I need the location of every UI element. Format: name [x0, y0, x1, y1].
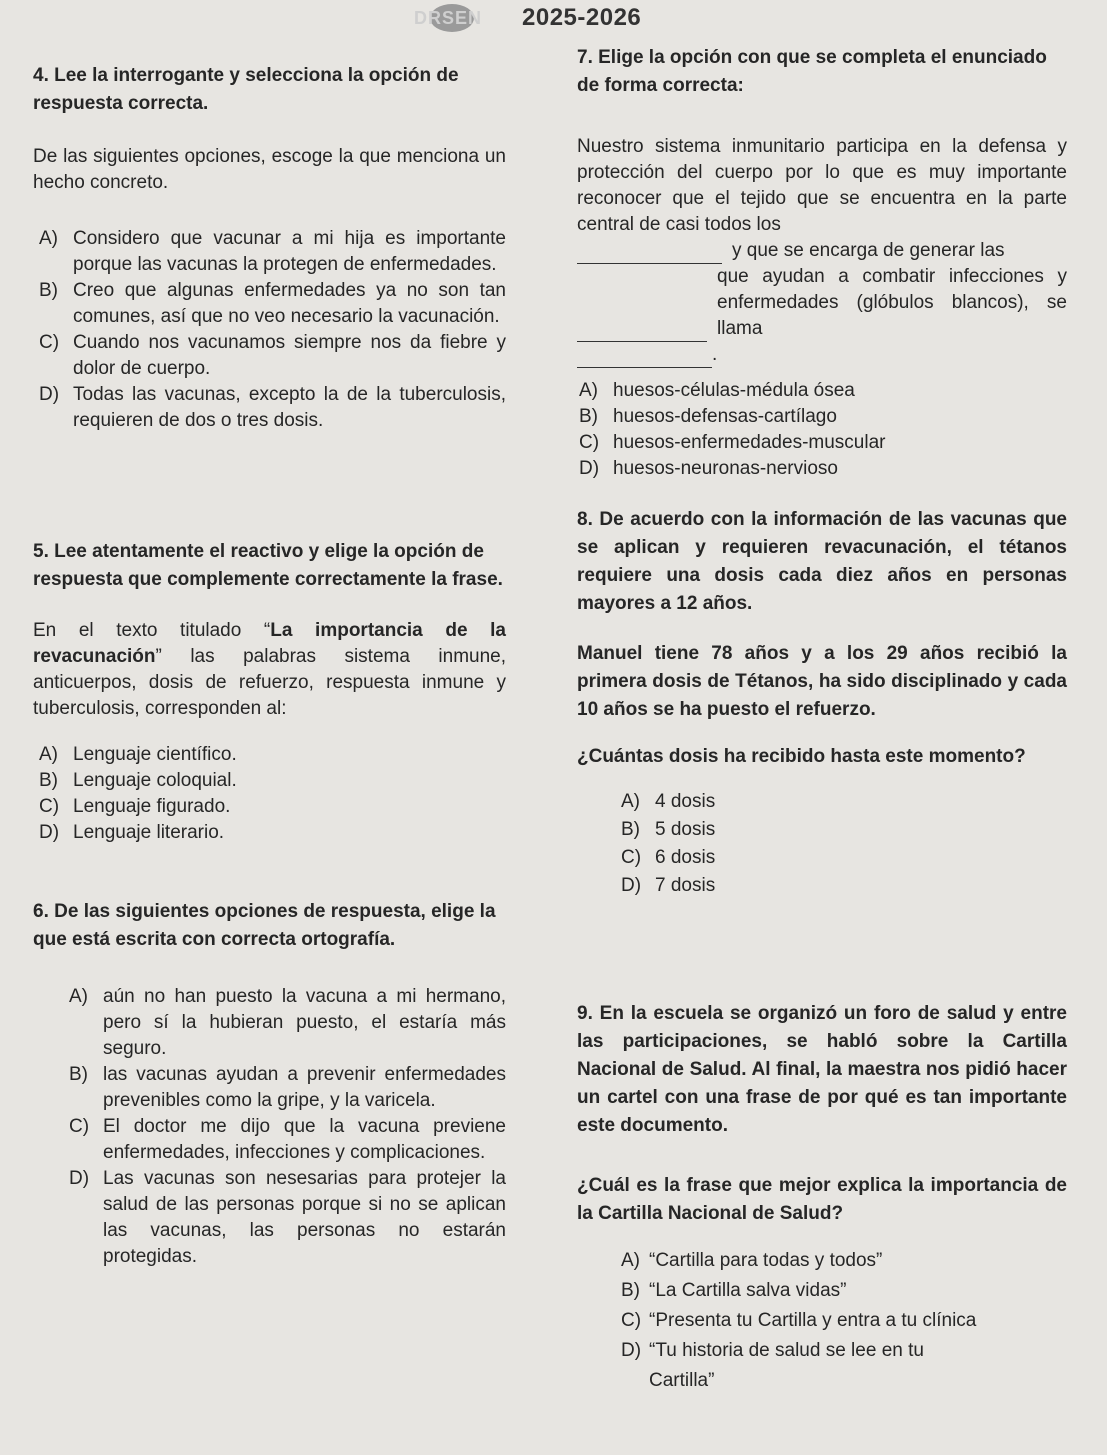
question-9-title: 9. En la escuela se organizó un foro de salud y entre las participaciones, se habló sobre la Cartilla Nacional de Salud. Al final, la maestra nos pidió hacer un cartel con una frase de por qué es tan importante este documento.: [577, 1003, 1067, 1136]
question-4-option-a[interactable]: A) Considero que vacunar a mi hija es importante porque las vacunas la protegen de enfermedades.: [39, 228, 506, 275]
question-4-title: 4. Lee la interrogante y selecciona la opción de respuesta correcta.: [33, 65, 459, 114]
question-7-text: Nuestro sistema inmunitario participa en la defensa y protección del cuerpo por lo que es muy importante reconocer que el tejido que se encuentra en la parte central de casi todos los: [577, 136, 1067, 235]
question-7-title: 7. Elige la opción con que se completa el enunciado de forma correcta:: [577, 47, 1047, 96]
question-9-options: [577, 1246, 1067, 1396]
question-8-title: 8. De acuerdo con la información de las vacunas que se aplican y requieren revacunación, el tétanos requiere una dosis cada diez años en personas mayores a 12 años.: [577, 509, 1067, 614]
question-7-option-c[interactable]: C) huesos-enfermedades-muscular: [579, 432, 886, 453]
question-9-question: ¿Cuál es la frase que mejor explica la importancia de la Cartilla Nacional de Salud?: [577, 1175, 1067, 1224]
question-8-question: ¿Cuántas dosis ha recibido hasta este momento?: [577, 746, 1026, 767]
question-4-option-d[interactable]: D) Todas las vacunas, excepto la de la tuberculosis, requieren de dos o tres dosis.: [39, 384, 506, 431]
school-year: 2025-2026: [522, 4, 642, 31]
question-7: [577, 44, 1067, 482]
question-4: [33, 62, 506, 434]
question-5-title: 5. Lee atentamente el reactivo y elige la opción de respuesta que complemente correctamente la frase.: [33, 541, 503, 590]
question-6-option-b[interactable]: B) las vacunas ayudan a prevenir enfermedades prevenibles como la gripe, y la varicela.: [69, 1064, 506, 1111]
question-9-option-c[interactable]: C) “Presenta tu Cartilla y entra a tu clínica: [621, 1310, 977, 1331]
question-4-options: [33, 226, 506, 434]
question-8-options: [577, 788, 1067, 900]
page-header: [400, 0, 641, 36]
question-5-options: [33, 742, 506, 846]
question-6-option-d[interactable]: D) Las vacunas son nesesarias para protejer la salud de las personas porque si no se aplican las vacunas, las personas no estarán protegidas.: [69, 1168, 506, 1267]
question-7-option-d[interactable]: D) huesos-neuronas-nervioso: [579, 458, 838, 479]
question-7-blank-1[interactable]: [577, 243, 722, 264]
question-5-text-title: La importancia de la revacunación: [33, 620, 506, 667]
question-5-prompt: En el texto titulado “La importancia de la revacunación” las palabras sistema inmune, anticuerpos, dosis de refuerzo, respuesta inmune y tuberculosis, corresponden al:: [33, 620, 506, 719]
question-4-option-b[interactable]: B) Creo que algunas enfermedades ya no son tan comunes, así que no veo necesario la vacunación.: [39, 280, 506, 327]
question-4-prompt: De las siguientes opciones, escoge la que menciona un hecho concreto.: [33, 146, 506, 193]
question-7-line-4: .: [577, 342, 1067, 368]
question-7-option-a[interactable]: A) huesos-células-médula ósea: [579, 380, 855, 401]
question-6-title: 6. De las siguientes opciones de respuesta, elige la que está escrita con correcta ortografía.: [33, 901, 496, 950]
question-8-option-d[interactable]: D) 7 dosis: [621, 875, 716, 896]
question-8-text: Manuel tiene 78 años y a los 29 años recibió la primera dosis de Tétanos, ha sido disciplinado y cada 10 años se ha puesto el refuerzo.: [577, 643, 1067, 720]
question-6-options: [33, 984, 506, 1270]
logo: [400, 2, 510, 34]
question-8-option-c[interactable]: C) 6 dosis: [621, 847, 716, 868]
question-9-option-b[interactable]: B) “La Cartilla salva vidas”: [621, 1280, 847, 1301]
question-6-option-c[interactable]: C) El doctor me dijo que la vacuna previene enfermedades, infecciones y complicaciones.: [69, 1116, 506, 1163]
question-8-option-b[interactable]: B) 5 dosis: [621, 819, 716, 840]
question-5-option-b[interactable]: B) Lenguaje coloquial.: [39, 770, 237, 791]
question-4-option-c[interactable]: C) Cuando nos vacunamos siempre nos da fiebre y dolor de cuerpo.: [39, 332, 506, 379]
question-7-line-3: que ayudan a combatir infecciones y enfermedades (glóbulos blancos), se llama: [577, 264, 1067, 342]
logo-text: DRSEN: [414, 8, 483, 28]
question-6: [33, 898, 506, 1270]
question-5-option-a[interactable]: A) Lenguaje científico.: [39, 744, 237, 765]
question-7-blank-2[interactable]: [577, 321, 707, 342]
question-8-option-a[interactable]: A) 4 dosis: [621, 791, 716, 812]
question-7-line-2: y que se encarga de generar las: [577, 238, 1067, 264]
question-7-options: [577, 378, 1067, 482]
question-9: [577, 1000, 1067, 1396]
question-5-option-d[interactable]: D) Lenguaje literario.: [39, 822, 225, 843]
question-9-option-d[interactable]: D) “Tu historia de salud se lee en tu Cartilla”: [621, 1340, 924, 1391]
question-7-blank-3[interactable]: [577, 347, 712, 368]
question-6-option-a[interactable]: A) aún no han puesto la vacuna a mi hermano, pero sí la hubieran puesto, el estaría más seguro.: [69, 986, 506, 1059]
question-8: [577, 506, 1067, 900]
question-9-option-a[interactable]: A) “Cartilla para todas y todos”: [621, 1250, 883, 1271]
question-7-option-b[interactable]: B) huesos-defensas-cartílago: [579, 406, 837, 427]
question-5-option-c[interactable]: C) Lenguaje figurado.: [39, 796, 231, 817]
question-5: [33, 538, 506, 846]
